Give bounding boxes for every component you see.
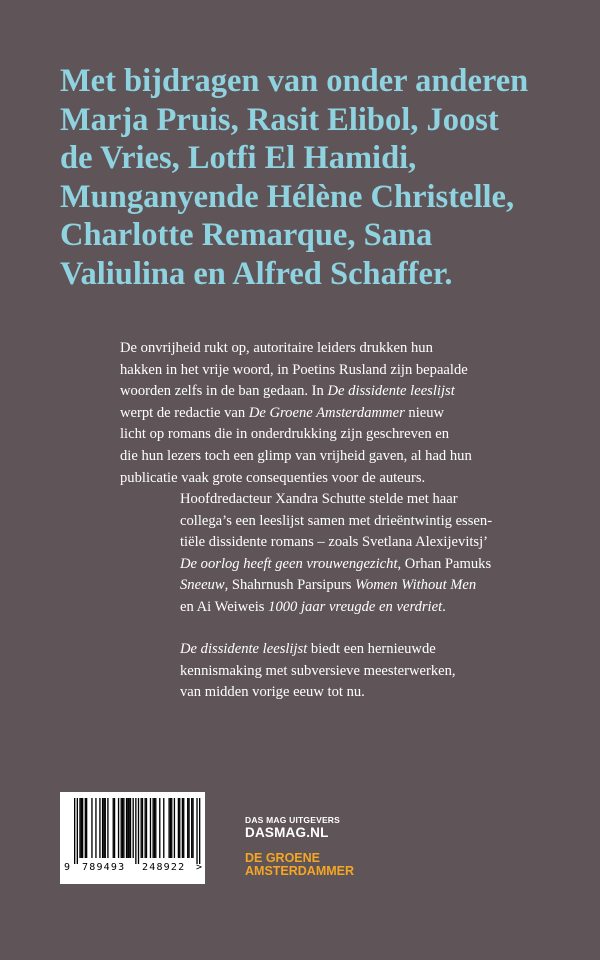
- barcode-bar: [118, 798, 119, 858]
- barcode-bar: [159, 798, 160, 858]
- barcode-bar: [170, 798, 171, 858]
- barcode-bar: [82, 798, 83, 858]
- partner-logo-line-2: AMSTERDAMMER: [245, 864, 355, 878]
- barcode-group-1: 789493: [82, 862, 126, 873]
- text-line: collega’s een leeslijst samen met drieëntwintig essen-: [180, 512, 493, 529]
- publisher-website: DASMAG.NL: [245, 825, 329, 840]
- barcode-bar: [123, 798, 124, 858]
- barcode-bar: [141, 798, 142, 858]
- barcode-bar: [146, 798, 147, 858]
- barcode-bar: [182, 798, 183, 858]
- barcode-bar: [91, 798, 92, 858]
- barcode-bar: [107, 798, 108, 858]
- text-line: De oorlog heeft geen vrouwengezicht, Orhan Pamuks: [180, 555, 492, 572]
- text-line: kennismaking met subversieve meesterwerken,: [180, 662, 456, 679]
- barcode-bar: [138, 798, 139, 864]
- barcode-bar: [103, 798, 104, 858]
- headline-line: Munganyende Hélène Christelle,: [60, 178, 515, 215]
- barcode-bar: [102, 798, 103, 858]
- barcode-bar: [129, 798, 130, 858]
- barcode-bar: [142, 798, 143, 858]
- barcode-bar: [79, 798, 80, 858]
- blurb-paragraph-2: [180, 489, 492, 619]
- barcode-bar: [191, 798, 192, 858]
- headline-line: de Vries, Lotfi El Hamidi,: [60, 140, 417, 176]
- barcode-bar: [171, 798, 172, 858]
- text-line: van midden vorige eeuw tot nu.: [180, 684, 365, 701]
- barcode-bar: [174, 798, 175, 858]
- barcode-bar: [154, 798, 155, 858]
- headline-line: Valiulina en Alfred Schaffer.: [60, 255, 453, 292]
- text-line: en Ai Weiweis 1000 jaar vreugde en verdriet.: [180, 598, 446, 615]
- text-line: De dissidente leeslijst biedt een hernieuwde: [180, 641, 436, 657]
- barcode-bar: [179, 798, 180, 858]
- headline-line: Charlotte Remarque, Sana: [60, 217, 433, 253]
- text-line: De onvrijheid rukt op, autoritaire leiders drukken hun: [120, 340, 433, 356]
- text-line: werpt de redactie van De Groene Amsterdammer nieuw: [120, 404, 445, 421]
- barcode-bar: [196, 798, 197, 864]
- headline-line: Met bijdragen van onder anderen: [60, 63, 529, 99]
- barcode-trail: >: [196, 862, 204, 873]
- text-line: die hun lezers toch een glimp van vrijheid gaven, al had hun: [120, 447, 472, 464]
- barcode-bar: [81, 798, 82, 858]
- barcode-bar: [188, 798, 189, 858]
- text-line: Hoofdredacteur Xandra Schutte stelde met haar: [180, 491, 458, 507]
- barcode-bar: [135, 798, 136, 864]
- blurb-paragraph-1: [120, 338, 472, 489]
- barcode-bar: [122, 798, 123, 858]
- partner-logo-line-1: DE GROENE: [245, 851, 321, 865]
- text-line: publicatie vaak grote consequenties voor de auteurs.: [120, 469, 426, 486]
- barcode-bar: [168, 798, 169, 858]
- contributors-headline: [60, 62, 580, 293]
- text-line: Sneeuw, Shahrnush Parsipurs Women Without Men: [180, 577, 477, 594]
- barcode-bar: [99, 798, 100, 858]
- barcode-bar: [95, 798, 96, 858]
- barcode-bar: [133, 798, 134, 858]
- barcode-bar: [121, 798, 122, 858]
- barcode-bar: [144, 798, 145, 858]
- barcode-bar: [126, 798, 127, 858]
- barcode-lead-digit: 9: [64, 862, 72, 873]
- text-line: tiële dissidente romans – zoals Svetlana Alexijevitsj’: [180, 534, 489, 551]
- barcode-bar: [150, 798, 151, 858]
- barcode-bar: [77, 798, 78, 864]
- barcode-bar: [192, 798, 193, 858]
- barcode-bar: [183, 798, 184, 858]
- isbn-barcode: [60, 792, 205, 884]
- barcode-bar: [199, 798, 200, 864]
- blurb-paragraph-3: [180, 639, 456, 704]
- barcode-bar: [113, 798, 114, 858]
- barcode-bar: [163, 798, 164, 858]
- barcode-bar: [127, 798, 128, 858]
- barcode-bar: [74, 798, 75, 864]
- barcode-bar: [152, 798, 153, 858]
- barcode-bar: [105, 798, 106, 858]
- barcode-bar: [178, 798, 179, 858]
- barcode-bar: [155, 798, 156, 858]
- text-line: hakken in het vrije woord, in Poetins Rusland zijn bepaalde: [120, 361, 468, 378]
- barcode-bar: [85, 798, 86, 858]
- publisher-imprint: DAS MAG UITGEVERS: [245, 815, 341, 825]
- barcode-bar: [114, 798, 115, 858]
- headline-line: Marja Pruis, Rasit Elibol, Joost: [60, 101, 499, 138]
- barcode-bar: [130, 798, 131, 858]
- text-line: woorden zelfs in de ban gedaan. In De dissidente leeslijst: [120, 383, 455, 400]
- barcode-bar: [86, 798, 87, 858]
- barcode-group-2: 248922: [142, 862, 186, 873]
- barcode-bar: [187, 798, 188, 858]
- text-line: licht op romans die in onderdrukking zijn geschreven en: [120, 426, 450, 443]
- publisher-block: [245, 815, 354, 878]
